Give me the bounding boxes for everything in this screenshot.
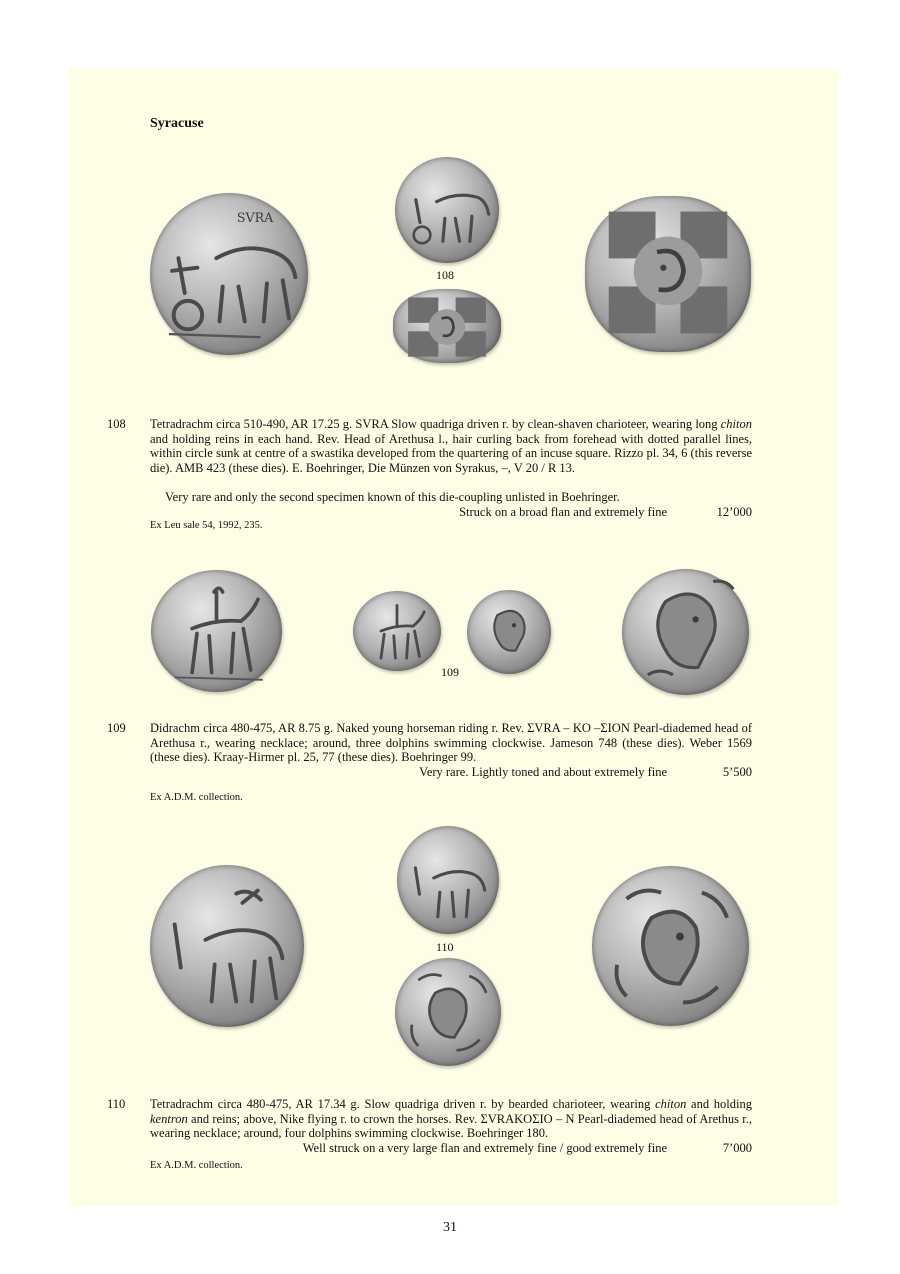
plate-label-110: 110 bbox=[436, 940, 454, 954]
plate-label-109: 109 bbox=[441, 665, 459, 679]
lot-remark-108: Very rare and only the second specimen known of this die-coupling unlisted in Boehringer. bbox=[165, 490, 620, 504]
coin-110-obverse-enlarged bbox=[150, 865, 304, 1027]
lot-price-110: 7’000 bbox=[722, 1141, 752, 1155]
lot-grade-110: Well struck on a very large flan and extremely fine / good extremely fine bbox=[302, 1141, 667, 1155]
coin-legend: SVRA bbox=[236, 209, 274, 225]
coin-108-obverse bbox=[395, 157, 499, 263]
lot-110-description-part-5: and reins; above, Nike flying r. to crown the horses. Rev. ΣVRAKOΣIO – N Pearl-diademed head of Arethus r., wearing necklace; around, four dolphins swimming clockwise. Boehringer 180. bbox=[150, 1111, 752, 1141]
coin-108-obverse-enlarged bbox=[150, 193, 308, 355]
lot-description-108 bbox=[150, 417, 752, 475]
lot-number-109: 109 bbox=[107, 721, 126, 735]
coin-109-obverse bbox=[353, 591, 441, 671]
lot-108-description-part-3: and holding reins in each hand. Rev. Head of Arethusa l., hair curling back from forehead with dotted parallel lines, within circle sunk at centre of a swastika developed from the quartering of an incuse square. Rizzo pl. 34, 6 (this reverse die). AMB 423 (these dies). E. Boehringer, Die Münzen von Syrakus, –, V 20 / R 13. bbox=[150, 431, 752, 475]
coin-110-reverse bbox=[395, 958, 501, 1066]
lot-108-description-part-1: Tetradrachm circa 510-490, AR 17.25 g. SVRA Slow quadriga driven r. by clean-shaven charioteer, wearing long bbox=[150, 417, 721, 431]
lot-number-110: 110 bbox=[107, 1097, 126, 1111]
lot-description-110 bbox=[150, 1097, 752, 1141]
page-number: 31 bbox=[443, 1220, 457, 1235]
lot-grade-108: Struck on a broad flan and extremely fine bbox=[459, 505, 667, 519]
lot-110-description-part-1: Tetradrachm circa 480-475, AR 17.34 g. Slow quadriga driven r. by bearded charioteer, wearing bbox=[150, 1097, 656, 1111]
lot-110-description-italic-1: chiton bbox=[655, 1097, 687, 1111]
coin-109-obverse-enlarged bbox=[151, 570, 282, 692]
coin-110-obverse bbox=[397, 826, 499, 934]
lot-110-description-part-3: and holding bbox=[686, 1097, 752, 1111]
lot-108-description-italic: chiton bbox=[720, 417, 752, 431]
lot-price-108: 12’000 bbox=[716, 505, 752, 519]
coin-110-reverse-enlarged bbox=[592, 866, 749, 1026]
lot-number-108: 108 bbox=[107, 417, 126, 431]
lot-provenance-109: Ex A.D.M. collection. bbox=[150, 792, 243, 803]
lot-provenance-110: Ex A.D.M. collection. bbox=[150, 1160, 243, 1171]
lot-grade-109: Very rare. Lightly toned and about extremely fine bbox=[419, 765, 667, 779]
plate-label-108: 108 bbox=[436, 268, 454, 282]
lot-provenance-108: Ex Leu sale 54, 1992, 235. bbox=[150, 520, 263, 531]
lot-price-109: 5’500 bbox=[722, 765, 752, 779]
section-title: Syracuse bbox=[150, 116, 204, 131]
lot-110-description-italic-2: kentron bbox=[150, 1111, 188, 1126]
coin-108-reverse-enlarged bbox=[585, 196, 751, 352]
coin-108-reverse bbox=[393, 289, 501, 363]
lot-description-109: Didrachm circa 480-475, AR 8.75 g. Naked young horseman riding r. Rev. ΣVRA – KO –ΣΙΟΝ Pearl-diademed head of Arethusa r., wearing necklace; around, three dolphins swimming clockwise. Jameson 748 (these dies). Weber 1569 (these dies). Kraay-Hirmer pl. 25, 77 (these dies). Boehringer 99. bbox=[150, 721, 752, 765]
coin-109-reverse-enlarged bbox=[622, 569, 749, 695]
coin-109-reverse bbox=[467, 590, 551, 674]
